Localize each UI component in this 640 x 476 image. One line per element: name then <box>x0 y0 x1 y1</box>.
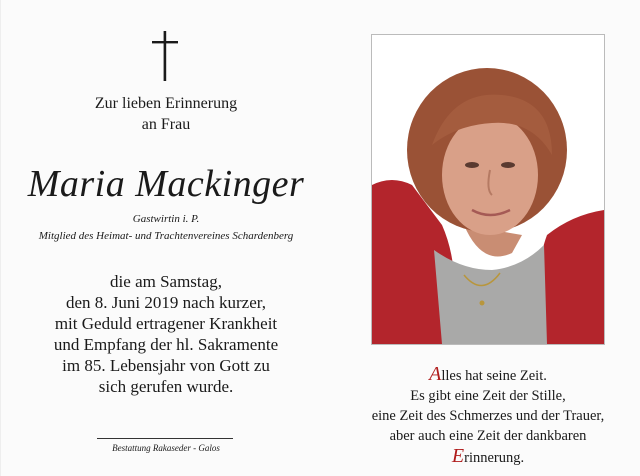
intro-line-2: an Frau <box>141 116 191 133</box>
announcement-line: und Empfang der hl. Sakramente <box>53 335 279 354</box>
verse-line-1-text: lles hat seine Zeit. <box>441 368 547 384</box>
portrait-photo <box>371 34 605 345</box>
cross-icon <box>151 30 179 82</box>
card-left-panel <box>1 0 331 476</box>
deceased-name: Maria Mackinger <box>27 163 305 205</box>
verse-line-5 <box>345 446 631 468</box>
verse-line-1 <box>345 364 631 386</box>
verse-initial: E <box>451 445 465 467</box>
announcement-line: mit Geduld ertragener Krankheit <box>54 314 278 333</box>
announcement-text <box>1 271 331 397</box>
memorial-verse <box>345 364 631 468</box>
undertaker-name: Bestattung Rakaseder - Galos <box>112 443 220 453</box>
announcement-line: den 8. Juni 2019 nach kurzer, <box>66 293 266 312</box>
announcement-line: die am Samstag, <box>110 272 222 291</box>
intro-text <box>1 93 331 135</box>
announcement-line: sich gerufen wurde. <box>98 377 234 396</box>
deceased-title: Gastwirtin i. P. <box>132 213 200 225</box>
verse-line-2: Es gibt eine Zeit der Stille, <box>410 388 566 404</box>
verse-initial: A <box>429 363 442 385</box>
verse-line-5-text: rinnerung. <box>464 450 525 466</box>
portrait-illustration <box>372 35 604 344</box>
announcement-line: im 85. Lebensjahr von Gott zu <box>62 356 270 375</box>
deceased-membership: Mitglied des Heimat- und Trachtenvereines Schardenberg <box>38 230 294 242</box>
intro-line-1: Zur lieben Erinnerung <box>94 95 238 112</box>
verse-line-3: eine Zeit des Schmerzes und der Trauer, <box>371 408 605 424</box>
undertaker-divider <box>97 438 233 439</box>
verse-line-4: aber auch eine Zeit der dankbaren <box>389 428 587 444</box>
